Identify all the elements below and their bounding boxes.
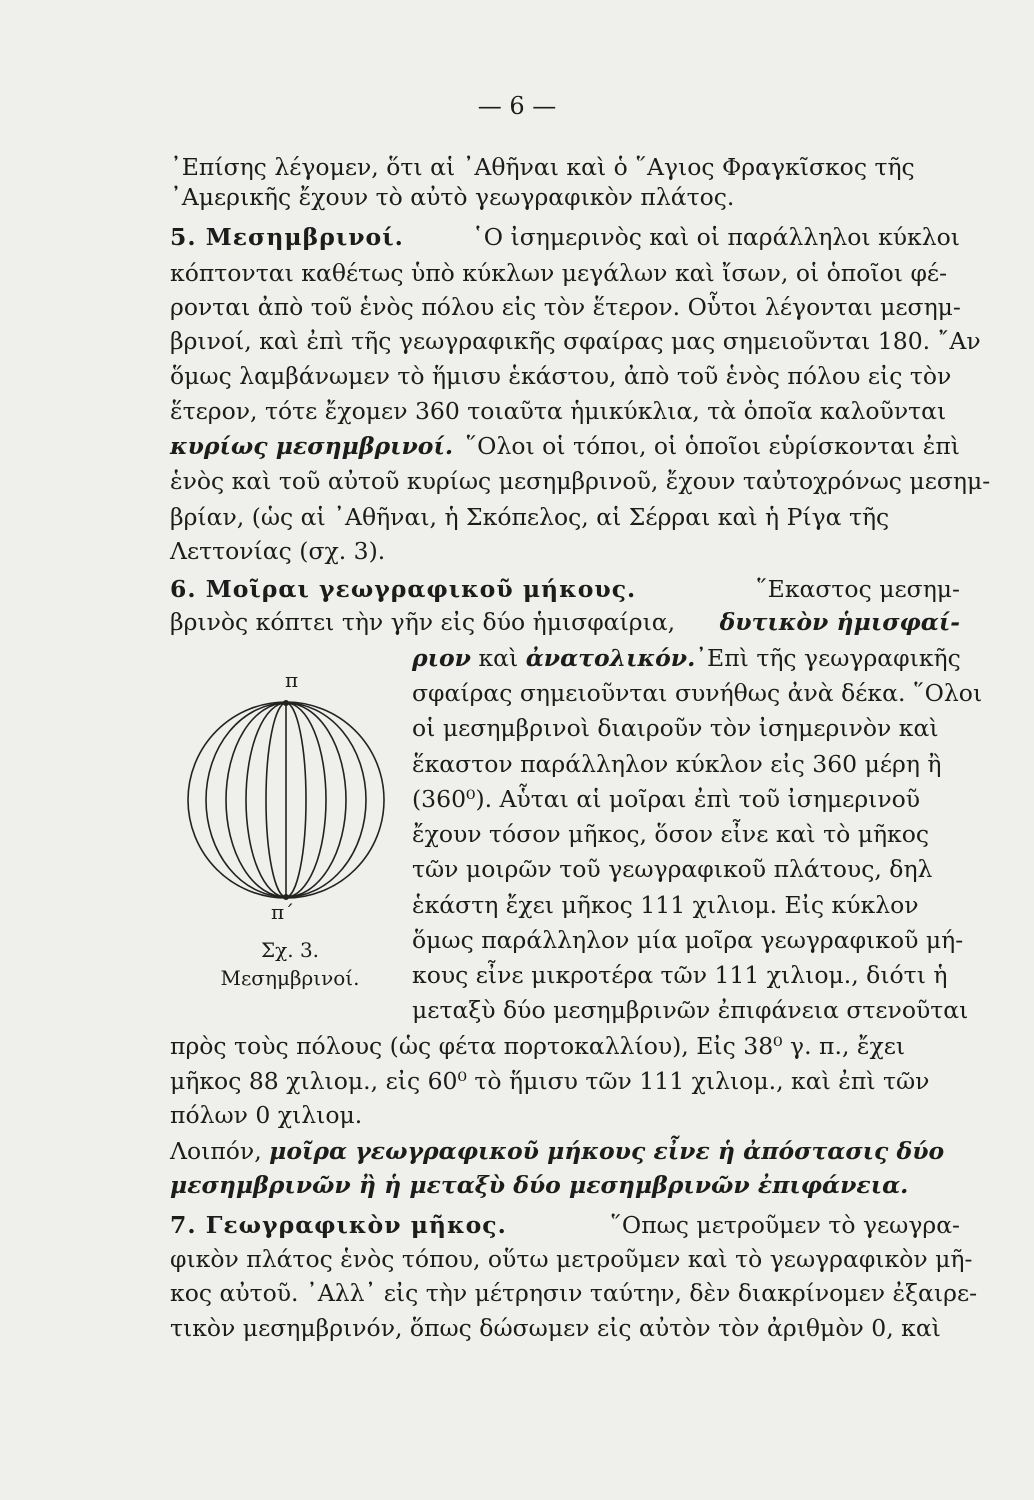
text-line: βρινὸς κόπτει τὴν γῆν εἰς δύο ἡμισφαίρια, δυτικὸν ἡμισφαί-	[170, 608, 960, 636]
text-line: ὅμως παράλληλον μία μοῖρα γεωγραφικοῦ μή-	[412, 926, 964, 954]
text-line: κους εἶνε μικροτέρα τῶν 111 χιλιομ., διότι ἡ	[412, 961, 948, 989]
text-line: ᾿Αμερικῆς ἔχουν τὸ αὐτὸ γεωγραφικὸν πλάτος.	[170, 183, 735, 211]
text-line: βρινοί, καὶ ἐπὶ τῆς γεωγραφικῆς σφαίρας μας σημειοῦνται 180. ῎Αν	[170, 327, 981, 355]
text-line: τικὸν μεσημβρινόν, ὅπως δώσωμεν εἰς αὐτὸν τὸν ἀριθμὸν 0, καὶ	[170, 1314, 941, 1342]
text-line: μεταξὺ δύο μεσημβρινῶν ἐπιφάνεια στενοῦται	[412, 996, 969, 1024]
text-line: τῶν μοιρῶν τοῦ γεωγραφικοῦ πλάτους, δηλ	[412, 855, 933, 883]
figure-caption-title: Μεσημβρινοί.	[220, 966, 360, 990]
text-line: φικὸν πλάτος ἑνὸς τόπου, οὕτω μετροῦμεν καὶ τὸ γεωγραφικὸν μῆ-	[170, 1245, 973, 1273]
text-line: Λεττονίας (σχ. 3).	[170, 537, 386, 565]
page-number: — 6 —	[477, 92, 557, 120]
text-line: ἕτερον, τότε ἔχομεν 360 τοιαῦτα ἡμικύκλια, τὰ ὁποῖα καλοῦνται	[170, 397, 947, 425]
south-pole-label: π΄	[271, 900, 295, 924]
text-line: πρὸς τοὺς πόλους (ὡς φέτα πορτοκαλλίου), Εἰς 38⁰ γ. π., ἔχει	[170, 1032, 906, 1060]
text-line: (360⁰). Αὗται αἱ μοῖραι ἐπὶ τοῦ ἰσημερινοῦ	[412, 785, 921, 813]
text-line: ἑνὸς καὶ τοῦ αὐτοῦ κυρίως μεσημβρινοῦ, ἔχουν ταὐτοχρόνως μεσημ-	[170, 467, 991, 495]
text-line: κόπτονται καθέτως ὑπὸ κύκλων μεγάλων καὶ ἴσων, οἱ ὁποῖοι φέ-	[170, 259, 948, 287]
figure-caption-number: Σχ. 3.	[260, 938, 320, 962]
text-line: ὅμως λαμβάνωμεν τὸ ἥμισυ ἑκάστου, ἀπὸ τοῦ ἑνὸς πόλου εἰς τὸν	[170, 362, 952, 390]
section-7-heading: 7. Γεωγραφικὸν μῆκος.	[170, 1211, 507, 1239]
definition-line: μεσημβρινῶν ἢ ἡ μεταξὺ δύο μεσημβρινῶν ἐπιφάνεια.	[170, 1171, 909, 1199]
text-line: βρίαν, (ὡς αἱ ᾿Αθῆναι, ἡ Σκόπελος, αἱ Σέρραι καὶ ἡ Ρίγα τῆς	[170, 503, 890, 531]
section-5-line: 5. Μεσημβρινοί. ῾Ο ἰσημερινὸς καὶ οἱ παράλληλοι κύκλοι	[170, 223, 960, 251]
section-6-heading: 6. Μοῖραι γεωγραφικοῦ μήκους.	[170, 575, 637, 603]
text-line: ριον καὶ ἀνατολικόν. ᾿Επὶ τῆς γεωγραφικῆς	[412, 644, 961, 672]
north-pole-label: π	[285, 668, 299, 692]
text-line: ἕκαστον παράλληλον κύκλον εἰς 360 μέρη ἢ	[412, 750, 942, 778]
north-pole-point	[283, 700, 289, 706]
term-meridians: κυρίως μεσημβρινοί.	[170, 432, 454, 460]
meridians-globe-drawing	[183, 688, 393, 928]
text-line: πόλων 0 χιλιομ.	[170, 1101, 363, 1129]
text-line: κος αὐτοῦ. ᾿Αλλ᾿ εἰς τὴν μέτρησιν ταύτην, δὲν διακρίνομεν ἐξαιρε-	[170, 1279, 978, 1307]
text-line: μῆκος 88 χιλιομ., εἰς 60⁰ τὸ ἥμισυ τῶν 111 χιλιομ., καὶ ἐπὶ τῶν	[170, 1067, 930, 1095]
text-line: ἑκάστη ἔχει μῆκος 111 χιλιομ. Εἰς κύκλον	[412, 891, 919, 919]
text-line: ρονται ἀπὸ τοῦ ἑνὸς πόλου εἰς τὸν ἕτερον. Οὗτοι λέγονται μεσημ-	[170, 293, 961, 321]
text-line: ἔχουν τόσον μῆκος, ὅσον εἶνε καὶ τὸ μῆκος	[412, 820, 930, 848]
section-6-line: 6. Μοῖραι γεωγραφικοῦ μήκους. ῞Εκαστος μεσημ-	[170, 575, 960, 603]
text-line: σφαίρας σημειοῦνται συνήθως ἀνὰ δέκα. ῞Ολοι	[412, 679, 983, 707]
section-7-line: 7. Γεωγραφικὸν μῆκος. ῞Οπως μετροῦμεν τὸ γεωγρα-	[170, 1211, 960, 1239]
text-line: Λοιπόν, μοῖρα γεωγραφικοῦ μήκους εἶνε ἡ ἀπόστασις δύο	[170, 1137, 945, 1165]
section-5-heading: 5. Μεσημβρινοί.	[170, 223, 404, 251]
text-line: οἱ μεσημβρινοὶ διαιροῦν τὸν ἰσημερινὸν καὶ	[412, 714, 939, 742]
text-line: ᾿Επίσης λέγομεν, ὅτι αἱ ᾿Αθῆναι καὶ ὁ ῞Αγιος Φραγκῖσκος τῆς	[170, 153, 915, 181]
text-line: κυρίως μεσημβρινοί. ῞Ολοι οἱ τόποι, οἱ ὁποῖοι εὑρίσκονται ἐπὶ	[170, 432, 960, 460]
